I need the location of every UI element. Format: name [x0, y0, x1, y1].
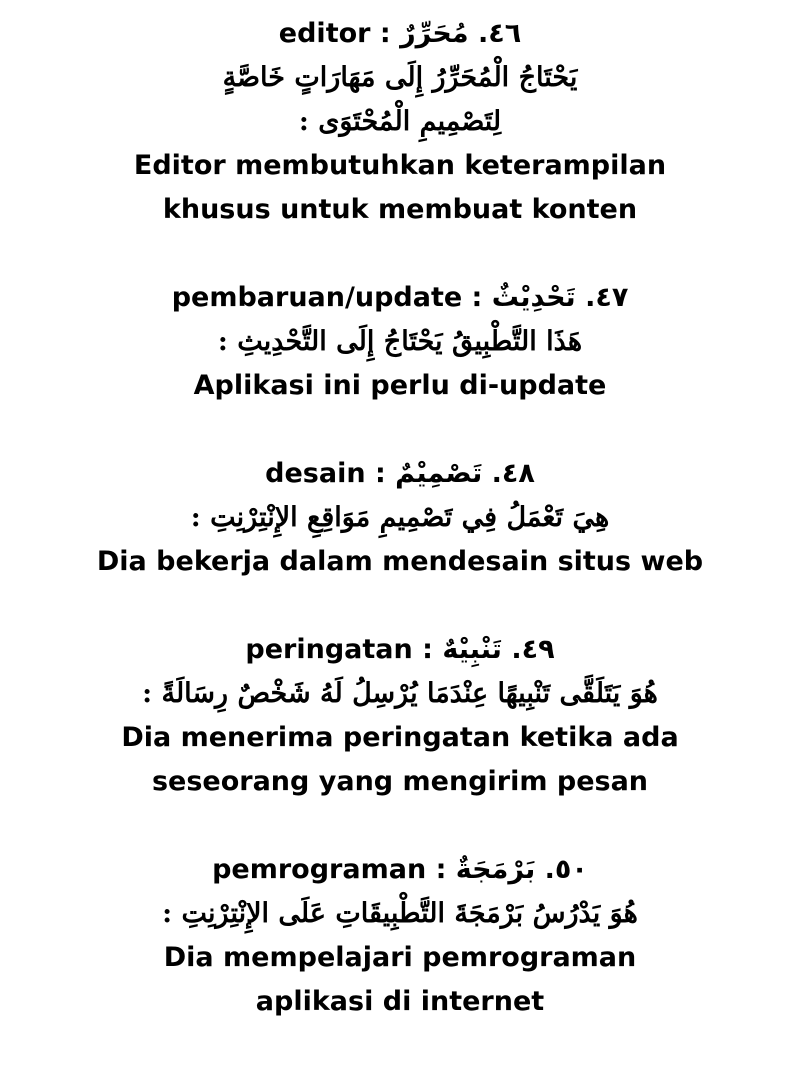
entry-50 — [0, 848, 800, 1024]
entry-48 — [0, 452, 800, 584]
entry-49 — [0, 628, 800, 804]
entry-47 — [0, 276, 800, 408]
arabic-sentence-line: يَحْتَاجُ الْمُحَرِّرُ إِلَى مَهَارَاتٍ خَاصَّةٍ — [222, 62, 578, 93]
translation-line: Dia menerima peringatan ketika ada — [121, 722, 679, 753]
translation-line: Dia bekerja dalam mendesain situs web — [96, 546, 704, 577]
arabic-sentence-line: هُوَ يَدْرُسُ بَرْمَجَةَ التَّطْبِيقَاتِ عَلَى الإِنْتِرْنِتِ : — [162, 898, 638, 929]
translation-line: Editor membutuhkan keterampilan — [133, 150, 667, 181]
arabic-sentence-line: هَذَا التَّطْبِيقُ يَحْتَاجُ إِلَى التَّحْدِيثِ : — [217, 326, 583, 357]
arabic-sentence-line: هُوَ يَتَلَقَّى تَنْبِيهًا عِنْدَمَا يُرْسِلُ لَهُ شَخْصٌ رِسَالَةً : — [142, 678, 658, 709]
arabic-sentence-line: هِيَ تَعْمَلُ فِي تَصْمِيمِ مَوَاقِعِ الإِنْتِرْنِتِ : — [190, 502, 610, 533]
entry-heading: editor : ٤٦. مُحَرِّرٌ — [278, 18, 522, 49]
entry-heading: pemrograman : ٥٠. بَرْمَجَةٌ — [212, 854, 588, 885]
entry-46 — [0, 12, 800, 232]
translation-line: khusus untuk membuat konten — [162, 194, 638, 225]
entry-heading: pembaruan/update : ٤٧. تَحْدِيْثٌ — [171, 282, 629, 313]
entry-heading: peringatan : ٤٩. تَنْبِيْهٌ — [245, 634, 555, 665]
translation-line: Dia mempelajari pemrograman — [163, 942, 637, 973]
translation-line: Aplikasi ini perlu di-update — [193, 370, 607, 401]
translation-line: seseorang yang mengirim pesan — [151, 766, 649, 797]
translation-line: aplikasi di internet — [255, 986, 545, 1017]
entry-heading: desain : ٤٨. تَصْمِيْمٌ — [265, 458, 535, 489]
arabic-sentence-line: لِتَصْمِيمِ الْمُحْتَوَى : — [298, 106, 502, 137]
